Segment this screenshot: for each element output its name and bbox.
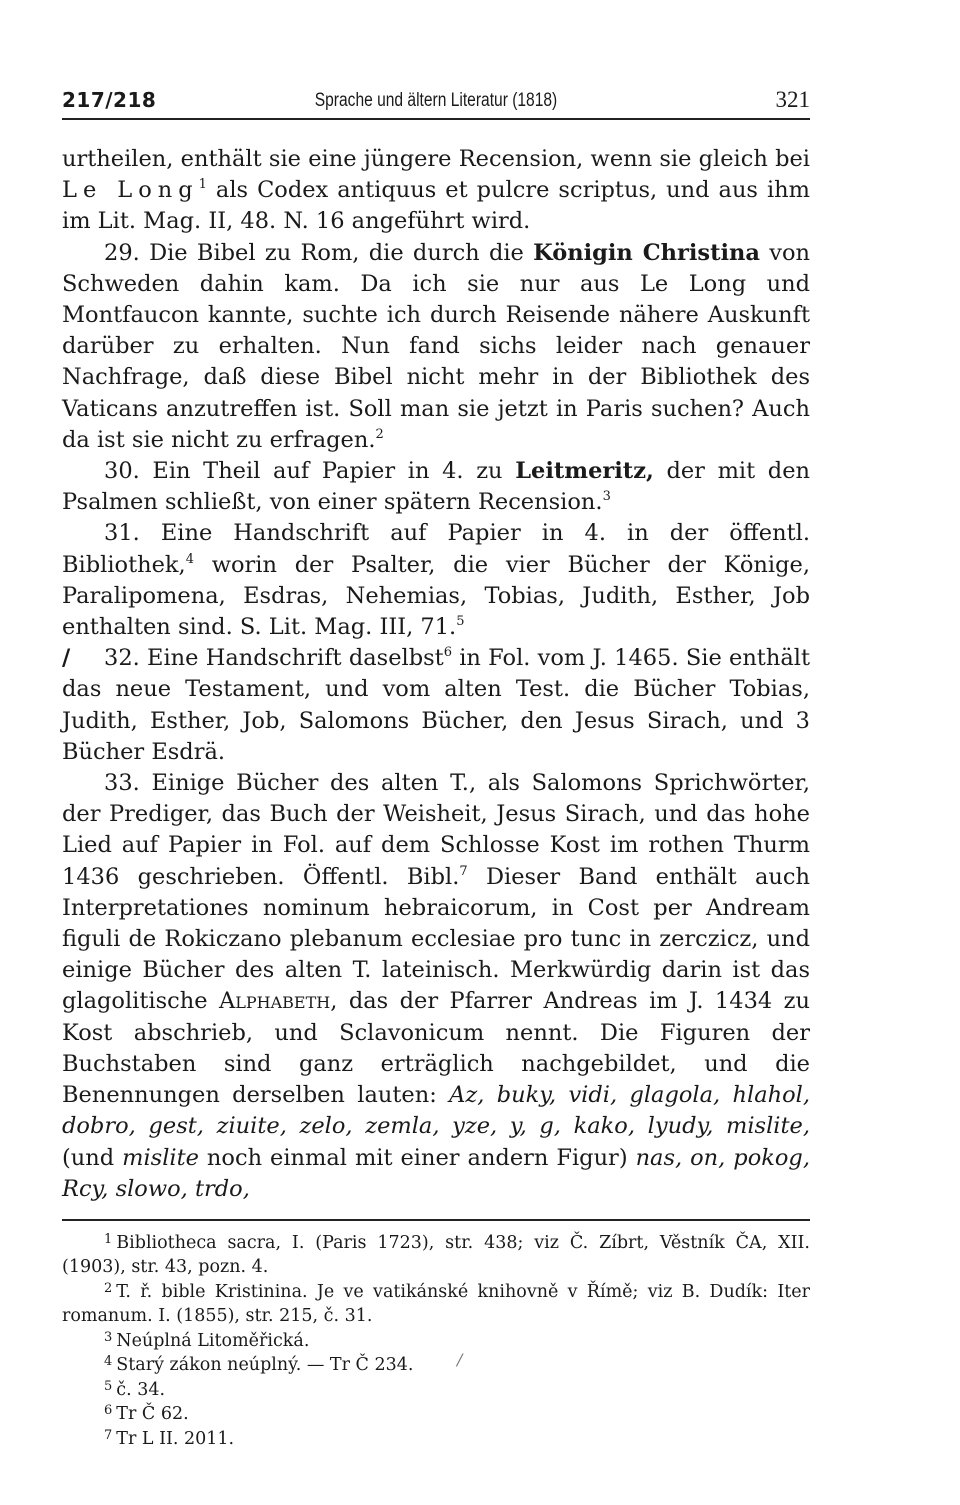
footnote-text: Bibliotheca sacra, I. (Paris 1723), str. 438; viz Č. Zíbrt, Věstník ČA, XII. (1903), str. 43, pozn. 4. xyxy=(62,1232,810,1278)
footnote-ref[interactable]: 4 xyxy=(185,551,194,567)
header-rule xyxy=(62,118,810,120)
footnote xyxy=(62,1402,810,1427)
italic-letter-names: nas, on, pokog, Rcy, slowo, trdo, xyxy=(62,1144,810,1202)
paragraph-32: / 32. Eine Handschrift daselbst$^6$ in Fol. vom J. 1465. Sie enthält das neue Testament, und vom alten Test. die Bücher Tobias, Judith, Esther, Job, Salomons Bücher, den Jesus Sirach, und 3 Bücher Esdrä. xyxy=(62,645,810,765)
page-number: 321 xyxy=(775,87,810,112)
page-range: 217/218 xyxy=(62,88,157,112)
paragraph-31: 31. Eine Handschrift auf Papier in 4. in der öffentl. Bibliothek,$^4$ worin der Psalter, die vier Bücher der Könige, Paralipomena, Esdras, Nehemias, Tobias, Judith, Esther, Job enthalten sind. S. Lit. Mag. III, 71.$^5$ xyxy=(62,520,810,641)
footnote xyxy=(62,1353,810,1378)
paragraph-continuation: urtheilen, enthält sie eine jüngere Recension, wenn sie gleich bei Le Long$^1$ als Codex antiquus et pulcre scriptus, und aus ihm im Lit. Mag. II, 48. N. 16 angeführt wird. xyxy=(62,146,810,235)
page-break-marker: / xyxy=(62,645,71,672)
book-page xyxy=(62,82,810,1451)
running-title: Sprache und ältern Literatur (1818) xyxy=(314,90,558,111)
footnote-text: Tr Č 62. xyxy=(116,1404,189,1425)
footnote xyxy=(62,1378,810,1403)
footnote-number: 5 xyxy=(104,1378,113,1394)
footnote-text: Neúplná Litoměřická. xyxy=(116,1330,310,1351)
emphasis: Leitmeritz, xyxy=(515,458,654,485)
footnote-number: 4 xyxy=(104,1354,113,1370)
footnote-ref[interactable]: 2 xyxy=(375,426,384,442)
emphasis: Königin Christina xyxy=(533,239,760,266)
footnotes xyxy=(62,1231,810,1452)
footnote-ref[interactable]: 5 xyxy=(456,614,465,630)
footnote xyxy=(62,1329,810,1354)
italic-term: mislite xyxy=(122,1144,199,1171)
footnote-ref[interactable]: 3 xyxy=(602,489,611,505)
author-name: Le Long xyxy=(62,177,199,204)
footnote-number: 1 xyxy=(104,1231,113,1247)
footnote-text: č. 34. xyxy=(116,1379,166,1400)
stray-pencil-mark: / xyxy=(457,1350,463,1369)
footnote-text: T. ř. bible Kristinina. Je ve vatikánské knihovně v Římě; viz B. Dudík: Iter romanum. I. (1855), str. 215, č. 31. xyxy=(62,1281,810,1327)
paragraph-33: 33. Einige Bücher des alten T., als Salomons Sprichwörter, der Prediger, das Buch der Weisheit, Jesus Sirach, und das hohe Lied auf Papier in Fol. auf dem Schlosse Kost im rothen Thurm 1436 geschrieben. Öffentl. Bibl.$^7$ Dieser Band enthält auch Interpretationes nominum hebraicorum, in Cost per Andream figuli de Rokiczano plebanum ecclesiae pro tunc in zerczicz, und einige Bücher des alten T. lateinisch. Merkwürdig darin ist das glagolitische Alphabeth, das der Pfarrer Andreas im J. 1434 zu Kost abschrieb, und Sclavonicum nennt. Die Figuren der Buchstaben sind ganz erträglich nachgebildet, und die Benennungen derselben lauten: Az, buky, vidi, glagola, hlahol, dobro, gest, ziuite, zelo, zemla, yze, y, g, kako, lyudy, mislite, (und mislite noch einmal mit einer andern Figur) nas, on, pokog, Rcy, slowo, trdo, xyxy=(62,770,811,1202)
paragraph-30: 30. Ein Theil auf Papier in 4. zu Leitmeritz, der mit den Psalmen schließt, von einer spätern Recension.$^3$ xyxy=(62,458,811,516)
italic-letter-names: Az, buky, vidi, glagola, hlahol, dobro, gest, ziuite, zelo, zemla, yze, y, g, kako, lyudy, mislite, xyxy=(62,1082,811,1140)
footnote-ref[interactable]: 6 xyxy=(443,645,452,661)
footnote xyxy=(62,1231,810,1280)
small-caps-term: Alphabeth xyxy=(219,988,331,1015)
footnote-number: 2 xyxy=(104,1280,113,1296)
main-text xyxy=(62,144,810,1205)
footnote-ref[interactable]: 1 xyxy=(198,177,207,193)
paragraph-29: 29. Die Bibel zu Rom, die durch die Königin Christina von Schweden dahin kam. Da ich sie nur aus Le Long und Montfaucon kannte, suchte ich durch Reisende nähere Auskunft darüber zu erhalten. Nun fand sichs leider nach genauer Nachfrage, daß diese Bibel nicht mehr in der Bibliothek des Vaticans anzutreffen ist. Soll man sie jetzt in Paris suchen? Auch da ist sie nicht zu erfragen.$^2$ xyxy=(62,239,810,453)
footnote-text: Starý zákon neúplný. — Tr Č 234. xyxy=(116,1355,414,1376)
footnote-number: 3 xyxy=(104,1329,113,1345)
footnote-number: 6 xyxy=(104,1403,113,1419)
footnote-rule xyxy=(62,1219,810,1221)
footnote xyxy=(62,1427,810,1452)
footnote-text: Tr L II. 2011. xyxy=(116,1428,235,1449)
footnote-number: 7 xyxy=(104,1427,113,1443)
running-head xyxy=(62,82,810,118)
footnote xyxy=(62,1280,810,1329)
footnote-ref[interactable]: 7 xyxy=(459,863,468,879)
